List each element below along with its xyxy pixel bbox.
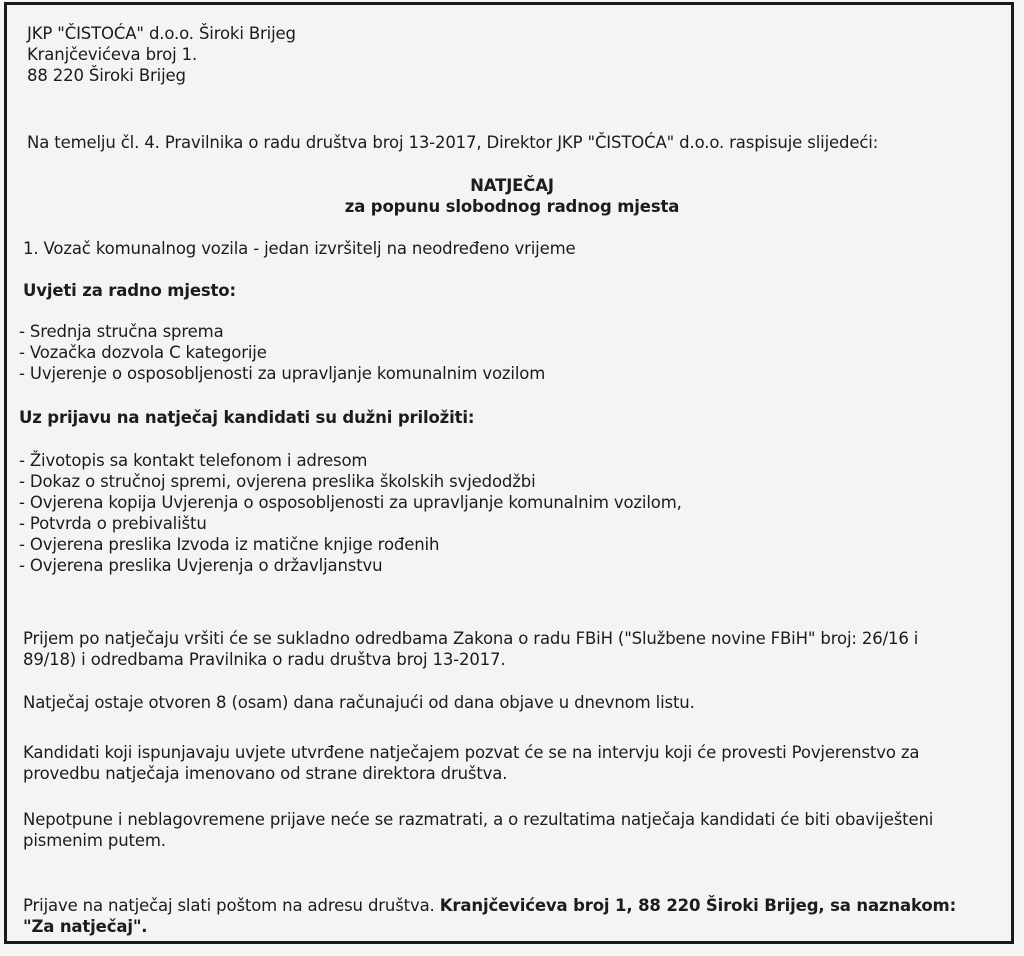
- paragraph-line: pismenim putem.: [23, 831, 166, 850]
- documents-list: [19, 450, 682, 576]
- submission-label: "Za natječaj".: [23, 917, 148, 936]
- position-text: 1. Vozač komunalnog vozila - jedan izvršitelj na neodređeno vrijeme: [23, 239, 576, 258]
- paragraph-line: 89/18) i odredbama Pravilnika o radu društva broj 13-2017.: [23, 650, 506, 669]
- list-item: - Potvrda o prebivalištu: [19, 514, 207, 533]
- conditions-list: [19, 321, 545, 384]
- list-item: - Vozačka dozvola C kategorije: [19, 343, 267, 362]
- notice-subtitle: za popunu slobodnog radnog mjesta: [344, 197, 680, 216]
- paragraph-legal-basis: [23, 628, 918, 670]
- list-item: - Srednja stručna sprema: [19, 322, 224, 341]
- list-item: - Dokaz o stručnoj spremi, ovjerena preslika školskih svjedodžbi: [19, 472, 536, 491]
- company-name: JKP "ČISTOĆA" d.o.o. Široki Brijeg: [27, 24, 296, 43]
- list-item: - Ovjerena preslika Izvoda iz matične knjige rođenih: [19, 535, 440, 554]
- list-item: - Ovjerena kopija Uvjerenja o osposobljenosti za upravljanje komunalnim vozilom,: [19, 493, 682, 512]
- intro-text: Na temelju čl. 4. Pravilnika o radu društva broj 13-2017, Direktor JKP "ČISTOĆA" d.o.o. raspisuje slijedeći:: [27, 133, 879, 152]
- paragraph-duration: Natječaj ostaje otvoren 8 (osam) dana računajući od dana objave u dnevnom listu.: [23, 693, 695, 712]
- paragraph-incomplete: [23, 809, 933, 851]
- list-item: - Ovjerena preslika Uvjerenja o državljanstvu: [19, 556, 383, 575]
- job-notice: [4, 2, 1014, 944]
- paragraph-submission: [23, 895, 956, 937]
- company-city: 88 220 Široki Brijeg: [27, 66, 186, 85]
- company-street: Kranjčevićeva broj 1.: [27, 45, 198, 64]
- submission-address: Kranjčevićeva broj 1, 88 220 Široki Brijeg, sa naznakom:: [439, 896, 957, 915]
- paragraph-line: Prijem po natječaju vršiti će se sukladno odredbama Zakona o radu FBiH ("Službene novine FBiH" broj: 26/16 i: [23, 629, 919, 648]
- paragraph-interview: [23, 742, 919, 784]
- notice-title: NATJEČAJ: [470, 176, 554, 195]
- documents-heading: Uz prijavu na natječaj kandidati su dužni priložiti:: [19, 408, 475, 427]
- list-item: - Uvjerenje o osposobljenosti za upravljanje komunalnim vozilom: [19, 364, 546, 383]
- conditions-heading: Uvjeti za radno mjesto:: [23, 281, 236, 300]
- paragraph-line: provedbu natječaja imenovano od strane direktora društva.: [23, 764, 508, 783]
- paragraph-line: Kandidati koji ispunjavaju uvjete utvrđene natječajem pozvat će se na intervju koji će provesti Povjerenstvo za: [23, 743, 920, 762]
- paragraph-line: Nepotpune i neblagovremene prijave neće se razmatrati, a o rezultatima natječaja kandidati će biti obaviješteni: [23, 810, 934, 829]
- submission-text: Prijave na natječaj slati poštom na adresu društva.: [23, 896, 440, 915]
- list-item: - Životopis sa kontakt telefonom i adresom: [19, 451, 368, 470]
